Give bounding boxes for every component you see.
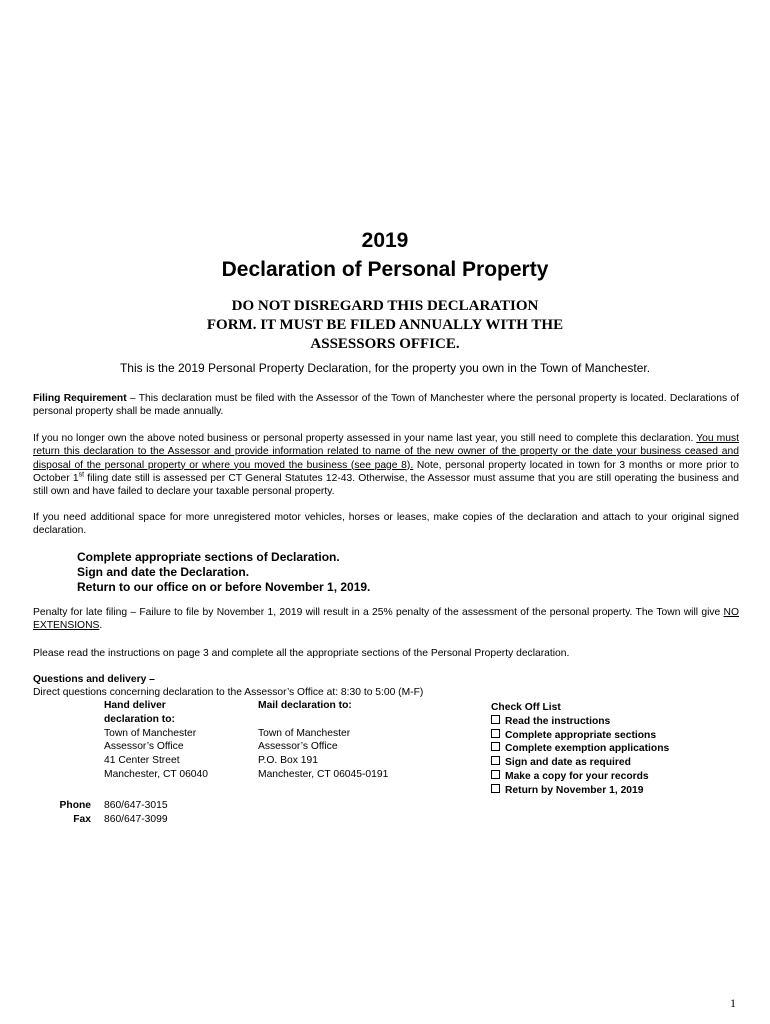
checkbox-icon[interactable]	[491, 729, 500, 738]
fax-number: 860/647-3099	[104, 813, 168, 825]
phone-label: Phone	[59, 800, 91, 811]
check-off-list	[491, 701, 669, 798]
checklist-item-label: Complete exemption applications	[505, 743, 670, 755]
checklist-item-label: Return by November 1, 2019	[505, 784, 644, 796]
checklist-item-label: Sign and date as required	[505, 757, 631, 769]
checklist-item	[491, 715, 669, 729]
address-line: Town of Manchester	[104, 727, 197, 739]
filing-step: Return to our office on or before November 1, 2019.	[77, 580, 371, 594]
filing-warning	[0, 297, 770, 354]
address-line: Town of Manchester	[258, 727, 351, 739]
intro-text: This is the 2019 Personal Property Declaration, for the property you own in the Town of Manchester.	[119, 361, 651, 375]
checkbox-icon[interactable]	[491, 756, 500, 765]
form-title: Declaration of Personal Property	[221, 258, 549, 281]
checkbox-icon[interactable]	[491, 770, 500, 779]
phone-number: 860/647-3015	[104, 800, 168, 811]
checklist-item-label: Read the instructions	[505, 715, 611, 727]
checklist-item	[491, 729, 669, 743]
address-line: Manchester, CT 06045-0191	[258, 768, 389, 780]
address-line: P.O. Box 191	[258, 755, 318, 767]
penalty-end: .	[99, 620, 103, 632]
no-longer-own-text-a: If you no longer own the above noted business or personal property assessed in your name last year, you still need to complete this declaration.	[33, 433, 697, 444]
no-longer-own-underlined: You must return this declaration to the Assessor and provide information related to name of the new owner of the property or the date your business ceased and disposal of the personal property or where you moved the business (see page 8).	[33, 433, 739, 471]
penalty-paragraph	[33, 606, 739, 633]
checkbox-icon[interactable]	[491, 715, 500, 724]
spacer	[258, 713, 388, 727]
no-longer-own-paragraph	[33, 432, 739, 498]
penalty-text: Penalty for late filing – Failure to file by November 1, 2019 will result in a 25% penalty of the assessment of the personal property. The Town will give	[33, 607, 724, 618]
filing-requirement-label: Filing Requirement	[33, 393, 127, 404]
mail-heading: Mail declaration to:	[258, 700, 352, 711]
address-line: 41 Center Street	[104, 755, 180, 767]
filing-steps	[77, 550, 370, 595]
checklist-item	[491, 784, 669, 798]
instructions-paragraph: Please read the instructions on page 3 and complete all the appropriate sections of the Personal Property declaration.	[33, 648, 570, 659]
no-extensions-text: NO EXTENSIONS	[33, 607, 739, 632]
questions-heading: Questions and delivery –	[33, 674, 155, 685]
check-off-list-heading: Check Off List	[491, 702, 561, 713]
hand-deliver-heading: Hand deliver	[104, 700, 166, 711]
checklist-item-label: Make a copy for your records	[505, 770, 649, 782]
checkbox-icon[interactable]	[491, 742, 500, 751]
checklist-item	[491, 742, 669, 756]
hand-deliver-heading: declaration to:	[104, 713, 175, 725]
checklist-item	[491, 770, 669, 784]
contact-info	[33, 799, 168, 827]
filing-step: Complete appropriate sections of Declaration.	[77, 550, 340, 564]
address-line: Assessor’s Office	[258, 741, 338, 753]
additional-space-paragraph: If you need additional space for more unregistered motor vehicles, horses or leases, make copies of the declaration and attach to your original signed declaration.	[33, 512, 739, 537]
warning-line: ASSESSORS OFFICE.	[310, 336, 460, 352]
filing-requirement-paragraph	[33, 392, 739, 419]
mail-address	[258, 699, 388, 782]
form-year: 2019	[361, 229, 409, 252]
ordinal-suffix: st	[78, 471, 85, 479]
address-line: Assessor’s Office	[104, 741, 184, 753]
checklist-item	[491, 756, 669, 770]
checklist-item-label: Complete appropriate sections	[505, 729, 657, 741]
filing-requirement-text: – This declaration must be filed with the Assessor of the Town of Manchester where the personal property is located. Declarations of personal property shall be made annually.	[33, 393, 739, 418]
hand-deliver-address	[104, 699, 208, 782]
checkbox-icon[interactable]	[491, 784, 500, 793]
no-longer-own-text-b: Note, personal property located in town for 3 months or more prior to October 1	[33, 459, 739, 484]
warning-line: FORM. IT MUST BE FILED ANNUALLY WITH THE	[206, 317, 564, 333]
warning-line: DO NOT DISREGARD THIS DECLARATION	[231, 298, 539, 314]
fax-label: Fax	[73, 813, 91, 825]
address-line: Manchester, CT 06040	[104, 768, 208, 780]
filing-step: Sign and date the Declaration.	[77, 565, 250, 579]
fax-row	[33, 813, 168, 827]
no-longer-own-text-c: filing date still is assessed per CT General Statutes 12-43. Otherwise, the Assessor must assume that you are still operating the business and still own and have failed to declare your taxable personal property.	[33, 472, 740, 498]
phone-row	[33, 799, 168, 813]
questions-line: Direct questions concerning declaration to the Assessor’s Office at: 8:30 to 5:00 (M-F)	[33, 687, 424, 698]
page-number: 1	[730, 996, 736, 1010]
